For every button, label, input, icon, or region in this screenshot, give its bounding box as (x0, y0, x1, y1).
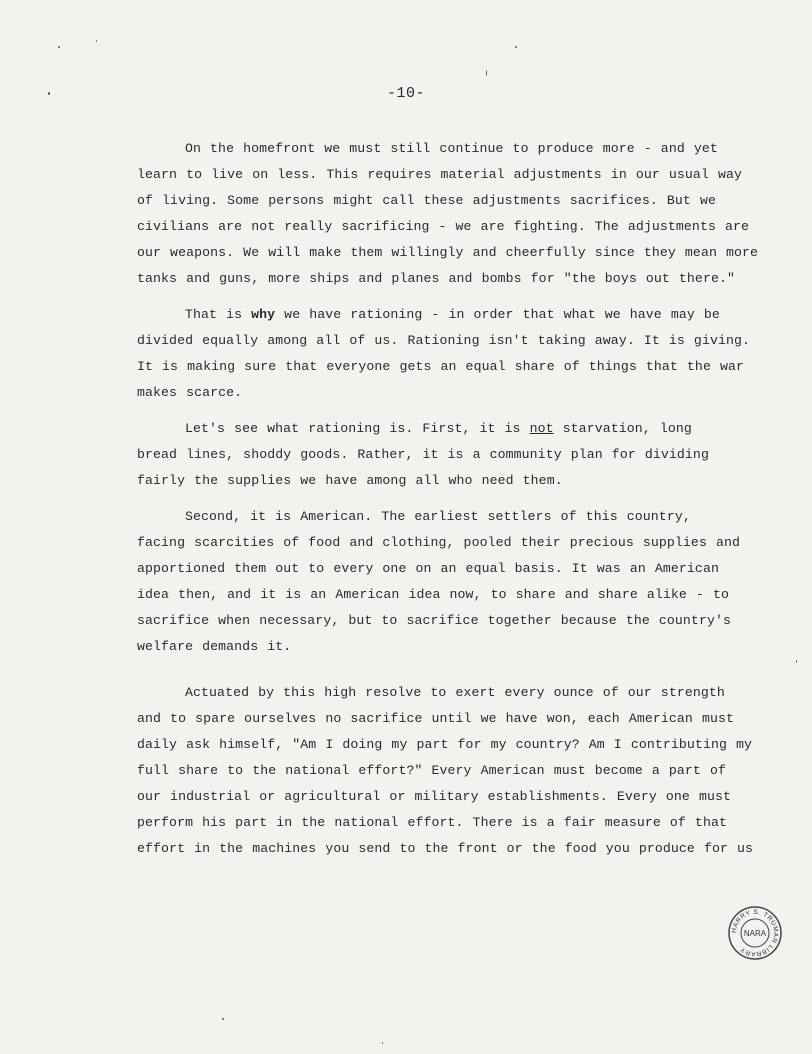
text-line: full share to the national effort?" Every American must become a part of (137, 763, 726, 778)
text-line: bread lines, shoddy goods. Rather, it is a community plan for dividing (137, 447, 709, 462)
paper-speck (222, 1018, 224, 1020)
text-line: tanks and guns, more ships and planes and bombs for "the boys out there." (137, 271, 736, 286)
svg-text:NARA: NARA (743, 929, 767, 938)
text-line: Let's see what rationing is. First, it is not starvation, long (185, 421, 692, 436)
text-line: learn to live on less. This requires material adjustments in our usual way (137, 167, 743, 182)
text-line: On the homefront we must still continue to produce more - and yet (185, 141, 718, 156)
text-line: our weapons. We will make them willingly and cheerfully since they mean more (137, 245, 759, 260)
emphasis-why: why (251, 307, 276, 322)
archive-stamp (727, 905, 783, 961)
text-line: facing scarcities of food and clothing, pooled their precious supplies and (137, 535, 741, 550)
text-line: welfare demands it. (137, 639, 292, 654)
paper-speck (515, 46, 517, 48)
text-line: fairly the supplies we have among all who need them. (137, 473, 563, 488)
text-line: sacrifice when necessary, but to sacrifice together because the country's (137, 613, 732, 628)
text-line: Second, it is American. The earliest settlers of this country, (185, 509, 691, 524)
text-line: and to spare ourselves no sacrifice until we have won, each American must (137, 711, 735, 726)
paragraph-resolve (137, 680, 754, 862)
paragraph-american (137, 504, 741, 660)
paper-speck (48, 92, 50, 95)
svg-text:HARRY S. TRUMAN LIBRARY: HARRY S. TRUMAN LIBRARY (730, 908, 780, 958)
paragraph-homefront (137, 136, 759, 292)
paper-speck (58, 46, 60, 48)
text-line: effort in the machines you send to the front or the food you produce for us (137, 841, 754, 856)
text-line: makes scarce. (137, 385, 243, 400)
paragraph-what-rationing-is (137, 416, 737, 494)
text-line: idea then, and it is an American idea now, to share and share alike - to (137, 587, 729, 602)
document-body (137, 136, 759, 862)
paper-speck (486, 70, 487, 76)
text-line: Actuated by this high resolve to exert every ounce of our strength (185, 685, 725, 700)
paper-speck (96, 40, 97, 42)
text-line: civilians are not really sacrificing - we are fighting. The adjustments are (137, 219, 750, 234)
text-line: divided equally among all of us. Rationing isn't taking away. It is giving. (137, 333, 751, 348)
text-line: That is why we have rationing - in order that what we have may be (185, 307, 720, 322)
paper-speck (382, 1042, 383, 1044)
text-line: It is making sure that everyone gets an equal share of things that the war (137, 359, 745, 374)
paragraph-why-rationing (137, 302, 751, 406)
page-number: -10- (386, 85, 425, 102)
text-line: perform his part in the national effort. There is a fair measure of that (137, 815, 727, 830)
emphasis-not: not (529, 421, 554, 436)
text-line: our industrial or agricultural or military establishments. Every one must (137, 789, 732, 804)
library-seal-icon (727, 905, 783, 961)
paper-speck (796, 660, 797, 663)
text-line: daily ask himself, "Am I doing my part for my country? Am I contributing my (137, 737, 753, 752)
text-line: apportioned them out to every one on an equal basis. It was an American (137, 561, 719, 576)
text-line: of living. Some persons might call these adjustments sacrifices. But we (137, 193, 716, 208)
